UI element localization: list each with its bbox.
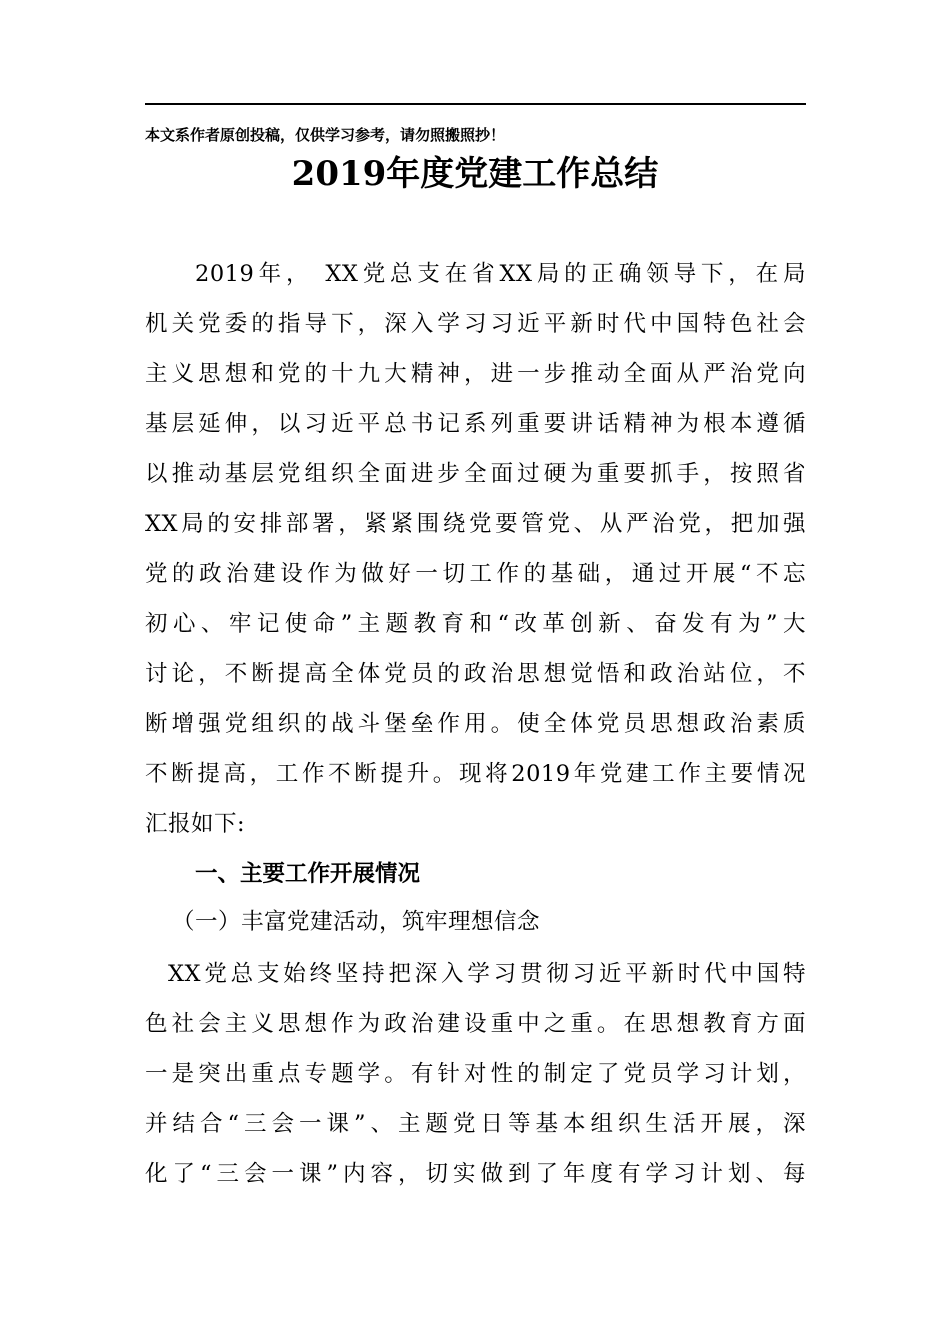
- paragraph-line: XX党总支始终坚持把深入学习贯彻习近平新时代中国特: [168, 961, 806, 987]
- paragraph-line: 并结合“三会一课”、主题党日等基本组织生活开展，深: [145, 1111, 806, 1137]
- paragraph-line: 不断提高，工作不断提升。现将2019年党建工作主要情况: [145, 761, 806, 787]
- paragraph-line: 2019年， XX党总支在省XX局的正确领导下，在局: [195, 261, 806, 287]
- paragraph-line: 汇报如下:: [145, 811, 246, 837]
- paragraph-line: 以推动基层党组织全面进步全面过硬为重要抓手，按照省: [145, 461, 806, 487]
- paragraph-line: 基层延伸，以习近平总书记系列重要讲话精神为根本遵循: [145, 411, 806, 437]
- paragraph-line: XX局的安排部署，紧紧围绕党要管党、从严治党，把加强: [145, 511, 806, 537]
- paragraph-line: 讨论，不断提高全体党员的政治思想觉悟和政治站位，不: [145, 661, 806, 687]
- paragraph-line: 化了“三会一课”内容，切实做到了年度有学习计划、每: [145, 1161, 806, 1187]
- paragraph-line: 党的政治建设作为做好一切工作的基础，通过开展“不忘: [145, 561, 806, 587]
- paragraph-line: 断增强党组织的战斗堡垒作用。使全体党员思想政治素质: [145, 711, 806, 737]
- header-rule: [145, 103, 806, 105]
- copyright-notice: 本文系作者原创投稿，仅供学习参考，请勿照搬照抄！: [145, 126, 506, 144]
- document-title: 2019年度党建工作总结: [291, 154, 659, 194]
- paragraph-line: 色社会主义思想作为政治建设重中之重。在思想教育方面: [145, 1011, 806, 1037]
- paragraph-line: 一是突出重点专题学。有针对性的制定了党员学习计划，: [145, 1061, 806, 1087]
- section-heading: 一、主要工作开展情况: [195, 861, 421, 887]
- subsection-heading: （一）丰富党建活动，筑牢理想信念: [172, 909, 541, 935]
- paragraph-line: 初心、牢记使命”主题教育和“改革创新、奋发有为”大: [145, 611, 806, 637]
- paragraph-line: 机关党委的指导下，深入学习习近平新时代中国特色社会: [145, 311, 806, 337]
- paragraph-line: 主义思想和党的十九大精神，进一步推动全面从严治党向: [145, 361, 806, 387]
